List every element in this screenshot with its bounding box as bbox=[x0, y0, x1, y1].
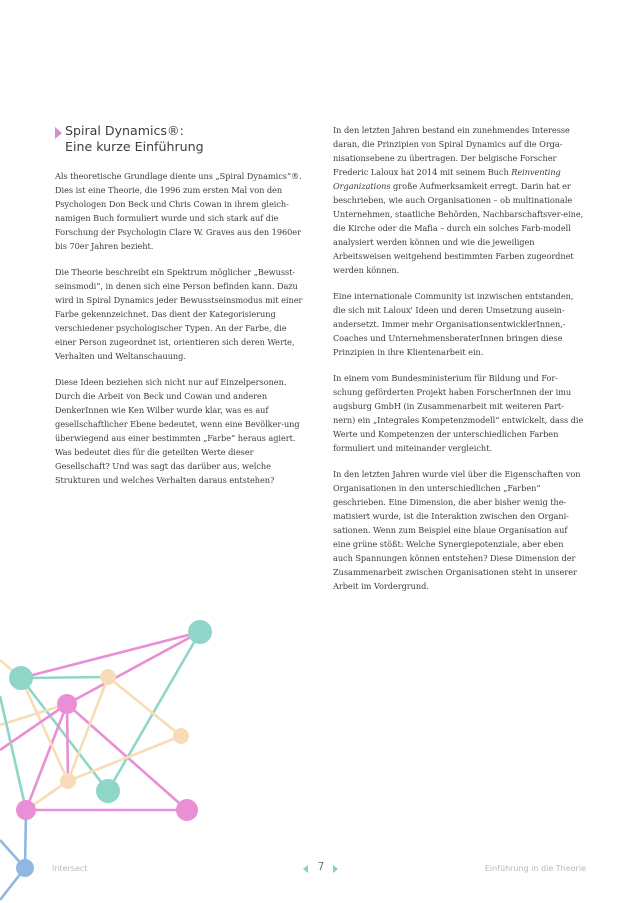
left-column bbox=[55, 123, 307, 499]
network-node bbox=[96, 779, 120, 803]
triangle-marker-icon bbox=[55, 127, 62, 139]
network-node bbox=[173, 728, 189, 744]
network-node bbox=[16, 800, 36, 820]
right-paragraph-2: Eine internationale Community ist inzwischen entstanden, die sich mit Laloux' Ideen und deren Umsetzung ausein-andersetzt. Immer mehr OrganisationsentwicklerInnen,- Coaches und UnternehmensberaterInnen bringen diese Prinzipien in ihre Klientenarbeit ein. bbox=[333, 291, 574, 357]
network-edge bbox=[26, 704, 67, 810]
heading-line-1: Spiral Dynamics®: bbox=[65, 123, 184, 138]
network-node bbox=[57, 694, 77, 714]
network-node bbox=[60, 773, 76, 789]
network-edge bbox=[0, 696, 26, 810]
network-graphic bbox=[0, 600, 240, 903]
right-paragraph-3: In einem vom Bundesministerium für Bildung und For-schung geförderten Projekt haben ForscherInnen der imu augsburg GmbH (in Zusammenarbeit mit weiteren Part-nern) ein „Integrales Kompetenzmodell“ entwickelt, dass die Werte und Kompetenzen der unterschiedlichen Farben formuliert und miteinander vergleicht. bbox=[333, 373, 584, 453]
network-edge bbox=[67, 704, 68, 781]
network-edge bbox=[21, 677, 108, 678]
next-page-icon[interactable] bbox=[333, 865, 338, 873]
right-paragraph-1 bbox=[333, 123, 585, 277]
book-title: Reinventing Organizations bbox=[333, 167, 561, 191]
network-node bbox=[16, 859, 34, 877]
right-paragraph-1-end: große Aufmerksamkeit erregt. Darin hat er beschrieben, wie auch Organisationen – ob multinationale Unternehmen, staatliche Behörden, Nachbarschaftsver-eine, die Kirche oder die Mafia – durch ein solches Farb-modell analysiert werden können und wie die jeweiligen Arbeitsweisen weitgehend bestimmten Farben zugeordnet werden können. bbox=[333, 181, 584, 275]
heading-line-2: Eine kurze Einführung bbox=[65, 139, 204, 154]
network-node bbox=[188, 620, 212, 644]
footer-section-title: Einführung in die Theorie bbox=[484, 864, 586, 873]
network-node bbox=[176, 799, 198, 821]
network-node bbox=[9, 666, 33, 690]
left-paragraph-1: Als theoretische Grundlage diente uns „Spiral Dynamics“®. Dies ist eine Theorie, die 1996 zum ersten Mal von den Psychologen Don Beck und Chris Cowan in ihrem gleich-namigen Buch formuliert wurde und sich stark auf die Forschung der Psychologin Clare W. Graves aus den 1960er bis 70er Jahren bezieht. bbox=[55, 171, 302, 251]
left-paragraph-3: Diese Ideen beziehen sich nicht nur auf Einzelpersonen. Durch die Arbeit von Beck und Cowan und anderen DenkerInnen wie Ken Wilber wurde klar, was es auf gesellschaftlicher Ebene bedeutet, wenn eine Bevölker-ung überwiegend aus einer bestimmten „Farbe“ heraus agiert. Was bedeutet dies für die geteilten Werte dieser Gesellschaft? Und was sagt das darüber aus, welche Strukturen und welches Verhalten daraus entstehen? bbox=[55, 377, 300, 485]
right-paragraph-1-start: In den letzten Jahren bestand ein zunehmendes Interesse daran, die Prinzipien von Spiral Dynamics auf die Orga-nisationsebene zu übertragen. Der belgische Forscher Frederic Laloux hat 2014 mit seinem Buch bbox=[333, 125, 570, 177]
section-heading bbox=[55, 123, 307, 155]
left-paragraph-2: Die Theorie beschreibt ein Spektrum möglicher „Bewusst-seinsmodi“, in denen sich eine Person befinden kann. Dazu wird in Spiral Dynamics jeder Bewusstseinsmodus mit einer Farbe gekennzeichnet. Das dient der Kategorisierung verschiedener psychologischer Typen. An der Farbe, die einer Person zugeordnet ist, orientieren sich deren Werte, Verhalten und Weltanschauung. bbox=[55, 267, 303, 361]
footer-publication: Intersect bbox=[52, 864, 88, 873]
network-edge bbox=[68, 736, 181, 781]
right-column bbox=[333, 123, 585, 605]
network-node bbox=[100, 669, 116, 685]
page-number: 7 bbox=[317, 861, 325, 873]
right-paragraph-4: In den letzten Jahren wurde viel über die Eigenschaften von Organisationen in den unterschiedlichen „Farben“ geschrieben. Eine Dimension, die aber bisher wenig the-matisiert wurde, ist die Interaktion zwischen den Organi-sationen. Wenn zum Beispiel eine blaue Organisation auf eine grüne stößt: Welche Synergiepotenziale, aber eben auch Spannungen können entstehen? Diese Dimension der Zusammenarbeit zwischen Organisationen steht in unserer Arbeit im Vordergrund. bbox=[333, 469, 581, 591]
network-nodes bbox=[9, 620, 212, 877]
